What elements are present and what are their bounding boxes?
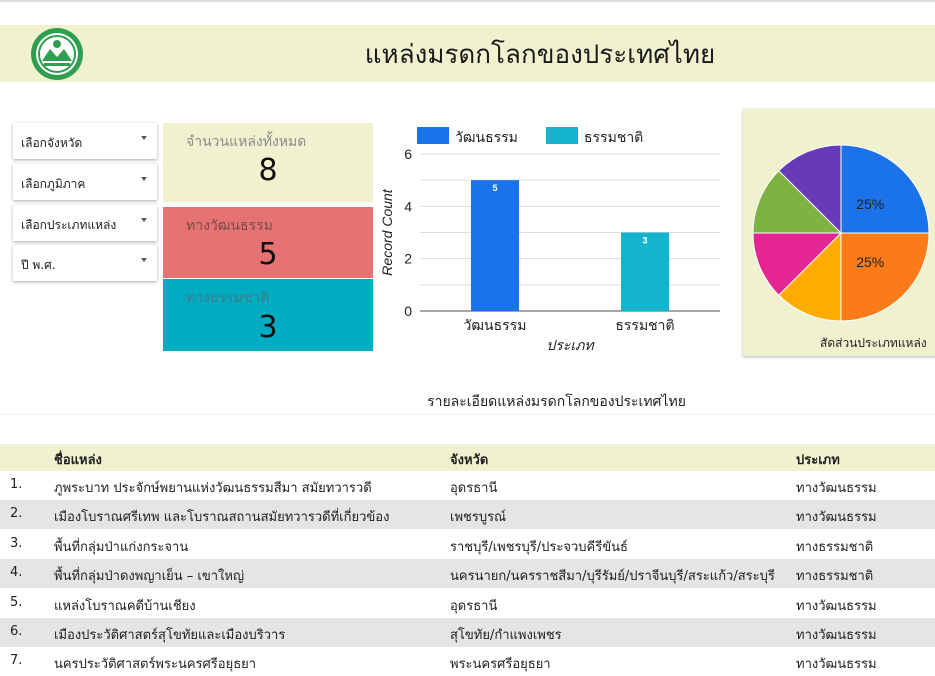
pie-slice bbox=[841, 145, 929, 233]
kpi-total-card bbox=[163, 123, 373, 202]
chevron-down-icon bbox=[141, 218, 147, 222]
row-province: ราชบุรี/เพชรบุรี/ประจวบคีรีขันธ์ bbox=[450, 540, 628, 555]
x-tick-label: วัฒนธรรม bbox=[463, 318, 527, 334]
column-header-name[interactable]: ชื่อแหล่ง bbox=[54, 453, 102, 468]
legend-label-cultural[interactable]: วัฒนธรรม bbox=[455, 130, 518, 146]
row-type: ทางวัฒนธรรม bbox=[796, 628, 877, 643]
row-site-name: พื้นที่กลุ่มป่าดงพญาเย็น – เขาใหญ่ bbox=[54, 569, 245, 584]
row-site-name: ภูพระบาท ประจักษ์พยานแห่งวัฒนธรรมสีมา สมัยทวารวดี bbox=[54, 481, 372, 496]
table-row[interactable] bbox=[0, 471, 935, 500]
row-number: 7. bbox=[10, 653, 23, 668]
row-type: ทางวัฒนธรรม bbox=[796, 481, 877, 496]
y-tick-label: 2 bbox=[404, 250, 412, 267]
row-number: 4. bbox=[10, 565, 23, 580]
y-tick-label: 6 bbox=[404, 146, 412, 162]
table-row[interactable] bbox=[0, 500, 935, 529]
table-row[interactable] bbox=[0, 559, 935, 588]
row-number: 3. bbox=[10, 536, 23, 551]
table-title: รายละเอียดแหล่งมรดกโลกของประเทศไทย bbox=[427, 394, 686, 410]
top-divider bbox=[0, 0, 935, 2]
row-province: พระนครศรีอยุธยา bbox=[450, 657, 551, 672]
row-site-name: เมืองประวัติศาสตร์สุโขทัยและเมืองบริวาร bbox=[54, 628, 286, 643]
kpi-natural-value: 3 bbox=[258, 310, 278, 345]
legend-label-natural[interactable]: ธรรมชาติ bbox=[584, 130, 644, 146]
province-filter-dropdown[interactable] bbox=[13, 123, 157, 159]
kpi-cultural-card bbox=[163, 207, 373, 278]
chevron-down-icon bbox=[141, 177, 147, 181]
kpi-cultural-label: ทางวัฒนธรรม bbox=[186, 218, 273, 234]
page-title: แหล่งมรดกโลกของประเทศไทย bbox=[364, 40, 716, 70]
table-row[interactable] bbox=[0, 618, 935, 647]
year-filter-dropdown[interactable] bbox=[13, 245, 157, 281]
row-type: ทางวัฒนธรรม bbox=[796, 599, 877, 614]
province-filter-label: เลือกจังหวัด bbox=[21, 136, 83, 150]
kpi-cultural-value: 5 bbox=[258, 237, 278, 272]
row-province: อุดรธานี bbox=[450, 481, 498, 496]
row-number: 6. bbox=[10, 624, 23, 639]
row-province: นครนายก/นครราชสีมา/บุรีรัมย์/ปราจีนบุรี/สระแก้ว/สระบุรี bbox=[450, 569, 775, 584]
kpi-natural-card bbox=[163, 279, 373, 351]
region-filter-label: เลือกภูมิภาค bbox=[21, 177, 86, 191]
row-province: อุดรธานี bbox=[450, 599, 498, 614]
chevron-down-icon bbox=[141, 136, 147, 140]
year-filter-label: ปี พ.ศ. bbox=[21, 258, 56, 272]
pie-slice-label: 25% bbox=[856, 254, 885, 271]
table-row[interactable] bbox=[0, 647, 935, 676]
site-type-filter-label: เลือกประเภทแหล่ง bbox=[21, 218, 117, 232]
y-axis-title: Record Count bbox=[379, 189, 395, 276]
bar-cultural bbox=[471, 180, 519, 311]
region-filter-dropdown[interactable] bbox=[13, 164, 157, 200]
pie-chart-card bbox=[743, 109, 935, 356]
pie-slice bbox=[841, 233, 929, 321]
row-site-name: เมืองโบราณศรีเทพ และโบราณสถานสมัยทวารวดีที่เกี่ยวข้อง bbox=[54, 510, 390, 525]
row-province: สุโขทัย/กำแพงเพชร bbox=[450, 628, 562, 643]
column-header-province[interactable]: จังหวัด bbox=[450, 453, 489, 468]
row-site-name: นครประวัติศาสตร์พระนครศรีอยุธยา bbox=[54, 657, 257, 672]
table-row[interactable] bbox=[0, 530, 935, 559]
row-type: ทางธรรมชาติ bbox=[796, 569, 874, 584]
table-row[interactable] bbox=[0, 589, 935, 618]
bar-data-label: 5 bbox=[492, 183, 498, 194]
kpi-natural-label: ทางธรรมชาติ bbox=[186, 290, 270, 306]
y-tick-label: 4 bbox=[404, 198, 412, 215]
x-axis-title: ประเภท bbox=[546, 338, 594, 354]
column-header-type[interactable]: ประเภท bbox=[796, 453, 840, 468]
kpi-total-label: จำนวนแหล่งทั้งหมด bbox=[186, 134, 307, 150]
pie-slice-label: 25% bbox=[856, 195, 885, 212]
pie-chart-title: สัดส่วนประเภทแหล่ง bbox=[820, 336, 927, 350]
logo-icon bbox=[30, 27, 84, 81]
table-header bbox=[0, 444, 935, 471]
row-site-name: พื้นที่กลุ่มป่าแก่งกระจาน bbox=[54, 540, 189, 555]
row-type: ทางธรรมชาติ bbox=[796, 540, 874, 555]
pie-chart bbox=[743, 109, 935, 329]
bar-chart bbox=[370, 140, 730, 360]
bar-data-label: 3 bbox=[642, 235, 648, 246]
row-number: 1. bbox=[10, 477, 23, 492]
row-number: 2. bbox=[10, 506, 23, 521]
row-type: ทางวัฒนธรรม bbox=[796, 510, 877, 525]
chevron-down-icon bbox=[141, 258, 147, 262]
row-number: 5. bbox=[10, 595, 23, 610]
row-type: ทางวัฒนธรรม bbox=[796, 657, 877, 672]
row-province: เพชรบูรณ์ bbox=[450, 510, 507, 525]
kpi-total-value: 8 bbox=[258, 153, 278, 188]
x-tick-label: ธรรมชาติ bbox=[615, 318, 675, 334]
site-type-filter-dropdown[interactable] bbox=[13, 205, 157, 241]
row-site-name: แหล่งโบราณคดีบ้านเชียง bbox=[54, 599, 196, 614]
y-tick-label: 0 bbox=[404, 303, 412, 319]
